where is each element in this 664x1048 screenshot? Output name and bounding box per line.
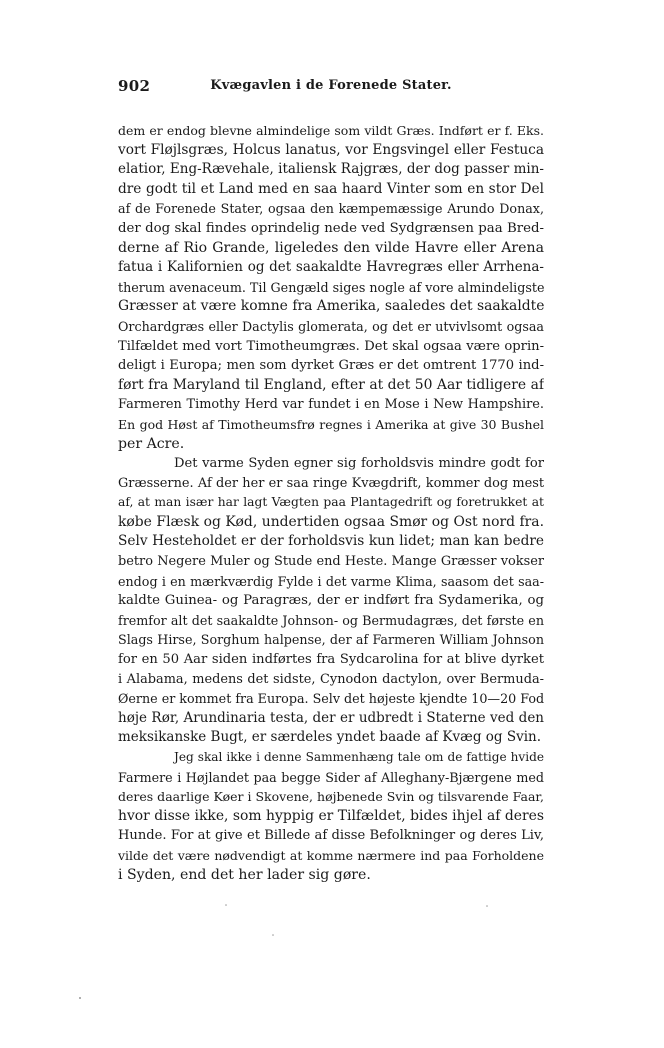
text-line: af, at man især har lagt Vægten paa Plantagedrift og foretrukket at: [118, 495, 544, 510]
text-line: Græsserne. Af der her er saa ringe Kvægdrift, kommer dog mest: [118, 475, 544, 491]
text-line: deligt i Europa; men som dyrket Græs er det omtrent 1770 ind-: [118, 358, 544, 374]
text-line: fatua i Kalifornien og det saakaldte Havregræs eller Arrhena-: [118, 259, 544, 276]
text-line: vilde det være nødvendigt at komme nærmere ind paa Forholdene: [118, 847, 544, 863]
text-line: kaldte Guinea- og Paragræs, der er indført fra Sydamerika, og: [118, 593, 544, 609]
text-line: derne af Rio Grande, ligeledes den vilde Havre eller Arena: [118, 239, 544, 256]
text-line: Orchardgræs eller Dactylis glomerata, og det er utvivlsomt ogsaa: [118, 318, 544, 334]
body-text: [118, 121, 544, 885]
text-line: Selv Hesteholdet er der forholdsvis kun lidet; man kan bedre: [118, 533, 544, 550]
text-line: per Acre.: [118, 435, 185, 452]
scan-speck: [486, 905, 488, 907]
text-line: Farmere i Højlandet paa begge Sider af Alleghany-Bjærgene med: [118, 769, 544, 785]
text-line: Øerne er kommet fra Europa. Selv det højeste kjendte 10—20 Fod: [118, 691, 544, 707]
text-line: der dog skal findes oprindelig nede ved Sydgrænsen paa Bred-: [118, 220, 544, 236]
text-line: for en 50 Aar siden indførtes fra Sydcarolina for at blive dyrket: [118, 652, 544, 668]
text-line: dem er endog blevne almindelige som vildt Græs. Indført er f. Eks.: [118, 123, 544, 138]
text-line: fremfor alt det saakaldte Johnson- og Bermudagræs, det første en: [118, 612, 544, 628]
text-line: Græsser at være komne fra Amerika, saaledes det saakaldte: [118, 298, 544, 315]
scan-speck: [225, 904, 227, 906]
text-line: vort Fløjlsgræs, Holcus lanatus, vor Engsvingel eller Festuca: [118, 141, 544, 158]
scan-speck: [272, 934, 274, 936]
running-title: Kvægavlen i de Forenede Stater.: [210, 78, 452, 93]
text-line: therum avenaceum. Til Gengæld siges nogle af vore almindeligste: [118, 279, 544, 295]
page-header: [118, 77, 544, 99]
text-line: Jeg skal ikke i denne Sammenhæng tale om de fattige hvide: [174, 750, 544, 764]
text-line: af de Forenede Stater, ogsaa den kæmpemæssige Arundo Donax,: [118, 201, 544, 217]
text-line: hvor disse ikke, som hyppig er Tilfældet, bides ihjel af deres: [118, 807, 544, 824]
text-line: En god Høst af Timotheumsfrø regnes i Amerika at give 30 Bushel: [118, 416, 544, 432]
text-line: købe Flæsk og Kød, undertiden ogsaa Smør og Ost nord fra.: [118, 513, 544, 530]
text-line: Farmeren Timothy Herd var fundet i en Mose i New Hampshire.: [118, 397, 544, 413]
text-line: Slags Hirse, Sorghum halpense, der af Farmeren William Johnson: [118, 632, 544, 648]
text-line: Tilfældet med vort Timotheumgræs. Det skal ogsaa være oprin-: [118, 338, 544, 354]
text-line: i Alabama, medens det sidste, Cynodon dactylon, over Bermuda-: [118, 671, 544, 687]
text-line: Hunde. For at give et Billede af disse Befolkninger og deres Liv,: [118, 828, 544, 844]
text-line: i Syden, end det her lader sig gøre.: [118, 866, 371, 883]
scan-speck: [79, 997, 81, 999]
text-line: ført fra Maryland til England, efter at det 50 Aar tidligere af: [118, 376, 544, 393]
text-line: deres daarlige Køer i Skovene, højbenede Svin og tilsvarende Faar,: [118, 789, 544, 805]
text-line: dre godt til et Land med en saa haard Vinter som en stor Del: [118, 180, 544, 197]
text-line: høje Rør, Arundinaria testa, der er udbredt i Staterne ved den: [118, 709, 544, 726]
text-line: meksikanske Bugt, er særdeles yndet baade af Kvæg og Svin.: [118, 729, 541, 746]
text-line: elatior, Eng-Rævehale, italiensk Rajgræs, der dog passer min-: [118, 161, 544, 178]
text-line: Det varme Syden egner sig forholdsvis mindre godt for: [174, 456, 544, 472]
text-line: betro Negere Muler og Stude end Heste. Mange Græsser vokser: [118, 554, 544, 570]
page-number: 902: [118, 77, 151, 95]
text-line: endog i en mærkværdig Fylde i det varme Klima, saasom det saa-: [118, 573, 544, 589]
